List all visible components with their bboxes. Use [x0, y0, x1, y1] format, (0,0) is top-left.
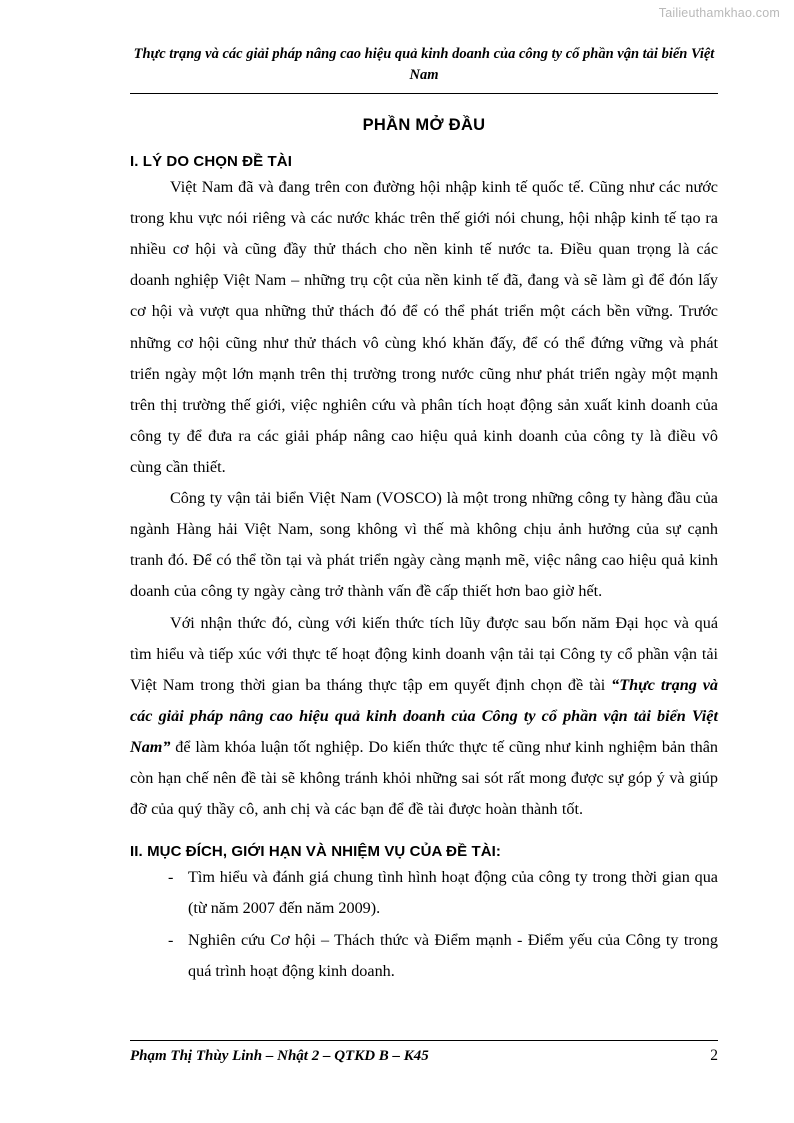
- section-1-paragraph-2: Công ty vận tải biển Việt Nam (VOSCO) là một trong những công ty hàng đầu của ngành Hàng hải Việt Nam, song không vì thế mà không chịu ảnh hưởng của sự cạnh tranh đó. Để có thể tồn tại và phát triển ngày càng mạnh mẽ, việc nâng cao hiệu quả kinh doanh của công ty ngày càng trở thành vấn đề cấp thiết hơn bao giờ hết.: [130, 489, 718, 601]
- section-1: [130, 153, 718, 825]
- document-title: PHẦN MỞ ĐẦU: [362, 116, 486, 135]
- footer-divider: [130, 1040, 718, 1041]
- running-header-title: Thực trạng và các giải pháp nâng cao hiệu quả kinh doanh của công ty cổ phần vận tải biển Việt Nam: [133, 46, 715, 84]
- footer-row: [130, 1047, 718, 1065]
- footer-author: Phạm Thị Thùy Linh – Nhật 2 – QTKD B – K45: [130, 1048, 429, 1064]
- bullet-marker: -: [168, 868, 174, 887]
- section-2: [130, 843, 718, 986]
- section-1-heading: I. LÝ DO CHỌN ĐỀ TÀI: [130, 153, 293, 171]
- list-item: [130, 862, 718, 924]
- page-footer: [130, 1040, 718, 1065]
- section-1-paragraph-3: [130, 608, 718, 826]
- bullet-marker: -: [168, 930, 174, 949]
- thesis-title-emphasis: “Thực trạng và các giải pháp nâng cao hiệu quả kinh doanh của Công ty cổ phần vận tải biển Việt Nam”: [130, 675, 718, 756]
- page-content: [130, 44, 718, 987]
- section-2-heading: II. MỤC ĐÍCH, GIỚI HẠN VÀ NHIỆM VỤ CỦA ĐỀ TÀI:: [130, 843, 502, 861]
- list-item-text: Tìm hiểu và đánh giá chung tình hình hoạt động của công ty trong thời gian qua (từ năm 2007 đến năm 2009).: [188, 868, 718, 918]
- section-1-paragraph-1: Việt Nam đã và đang trên con đường hội nhập kinh tế quốc tế. Cũng như các nước trong khu vực nói riêng và các nước khác trên thế giới nói chung, hội nhập kinh tế tạo ra nhiều cơ hội và cũng đầy thử thách cho nền kinh tế nước ta. Điều quan trọng là các doanh nghiệp Việt Nam – những trụ cột của nền kinh tế đã, đang và sẽ làm gì để đón lấy cơ hội và vượt qua những thử thách đó để có thể phát triển một cách bền vững. Trước những cơ hội cũng như thử thách vô cùng khó khăn đấy, để có thể đứng vững và phát triển ngày một lớn mạnh trên thị trường trong nước cũng như phát triển ngày một mạnh trên thị trường thế giới, việc nghiên cứu và phân tích hoạt động sản xuất kinh doanh của công ty để đưa ra các giải pháp nâng cao hiệu quả kinh doanh của công ty là điều vô cùng cần thiết.: [130, 178, 718, 477]
- watermark-text: Tailieuthamkhao.com: [658, 6, 780, 20]
- final-paragraph-part2: để làm khóa luận tốt nghiệp. Do kiến thức thực tế cũng như kinh nghiệm bản thân còn hạn chế nên đề tài sẽ không tránh khỏi những sai sót rất mong được sự góp ý và giúp đỡ của quý thầy cô, anh chị và các bạn để đề tài được hoàn thành tốt.: [130, 738, 718, 819]
- final-paragraph-part1: Với nhận thức đó, cùng với kiến thức tích lũy được sau bốn năm Đại học và quá tìm hiểu và tiếp xúc với thực tế hoạt động kinh doanh vận tải tại Công ty cổ phần vận tải Việt Nam trong thời gian ba tháng thực tập em quyết định chọn đề tài: [130, 613, 718, 694]
- list-item: [130, 925, 718, 987]
- header-divider: [130, 93, 718, 94]
- page-number: 2: [710, 1047, 718, 1064]
- section-2-bullet-list: [130, 862, 718, 986]
- list-item-text: Nghiên cứu Cơ hội – Thách thức và Điểm mạnh - Điểm yếu của Công ty trong quá trình hoạt động kinh doanh.: [188, 930, 718, 980]
